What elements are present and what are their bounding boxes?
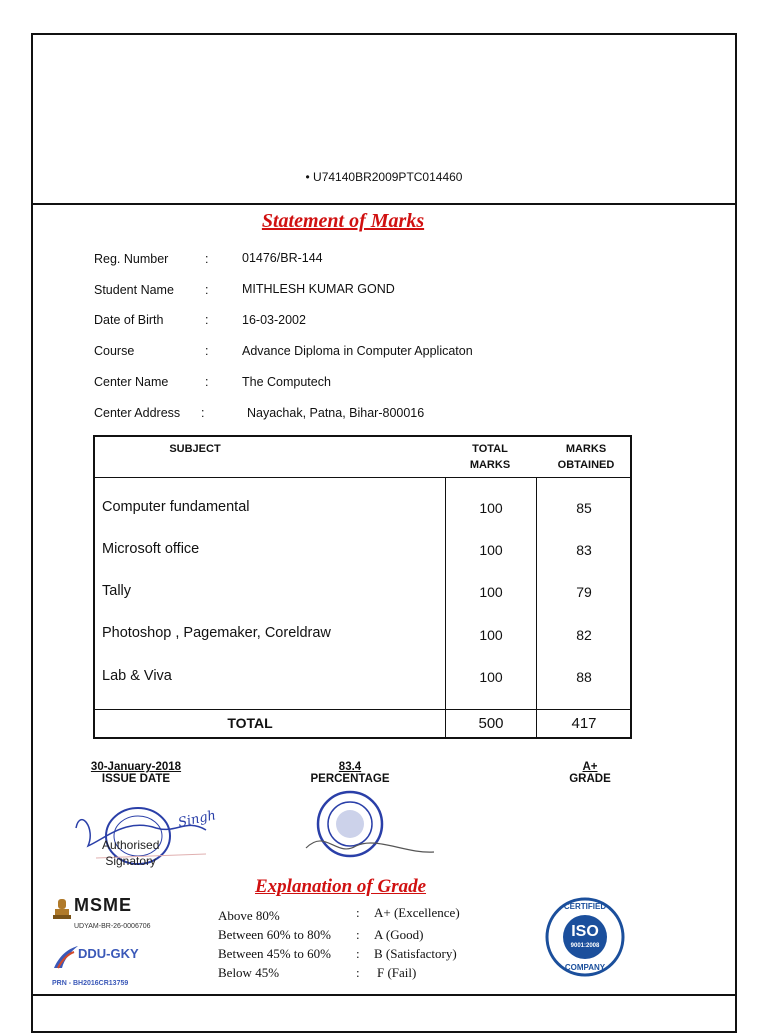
table-row-total: 100	[479, 669, 503, 685]
info-label-dob: Date of Birth	[94, 313, 164, 327]
issue-date-label: ISSUE DATE	[101, 773, 171, 785]
table-row-total: 100	[479, 500, 503, 516]
signature-caption	[102, 837, 159, 869]
ddu-gky-text: DDU-GKY	[78, 946, 139, 961]
info-colon: :	[205, 344, 209, 358]
registration-line: • U74140BR2009PTC014460	[305, 170, 463, 184]
info-value-address: Nayachak, Patna, Bihar-800016	[247, 406, 425, 420]
grade-colon: :	[356, 927, 360, 942]
table-header-rule	[95, 477, 630, 478]
grade-colon: :	[356, 905, 360, 920]
issue-date-value: 30-January-2018	[90, 761, 182, 773]
iso-mid-text: ISO	[571, 923, 599, 940]
percentage-block	[290, 761, 410, 785]
signature-scribble: Singh	[176, 808, 218, 831]
iso-bottom-text: COMPANY	[564, 963, 606, 972]
table-row-subject: Photoshop , Pagemaker, Coreldraw	[102, 625, 331, 641]
prn-number: PRN - BH2016CR13759	[52, 980, 129, 987]
info-label-reg: Reg. Number	[94, 252, 169, 266]
table-row-total: 100	[479, 542, 503, 558]
marks-table	[93, 435, 632, 739]
total-obtained: 417	[571, 715, 597, 732]
iso-badge	[545, 897, 625, 977]
table-row-subject: Tally	[102, 583, 132, 599]
table-row-total: 100	[479, 584, 503, 600]
iso-number: 9001:2008	[570, 943, 600, 949]
grade-meaning: A+ (Excellence)	[374, 905, 460, 920]
info-value-reg: 01476/BR-144	[242, 251, 323, 265]
info-colon: :	[201, 406, 205, 420]
info-colon: :	[205, 283, 209, 297]
table-row-subject: Lab & Viva	[102, 668, 172, 684]
header-divider	[31, 203, 737, 205]
info-colon: :	[205, 252, 209, 266]
grade-meaning: A (Good)	[374, 927, 424, 942]
table-row-obtained: 85	[576, 500, 592, 516]
header-subject: SUBJECT	[169, 443, 221, 455]
total-marks: 500	[478, 715, 504, 732]
table-row-obtained: 79	[576, 584, 592, 600]
info-colon: :	[205, 375, 209, 389]
header-total-line2: MARKS	[469, 459, 511, 471]
table-total-rule	[95, 709, 630, 710]
emblem-icon	[52, 897, 72, 927]
table-row-obtained: 83	[576, 542, 592, 558]
percentage-label: PERCENTAGE	[310, 773, 390, 785]
signature-line2: Signatory	[105, 854, 157, 868]
info-value-center: The Computech	[242, 375, 331, 389]
table-row-obtained: 82	[576, 627, 592, 643]
table-row-subject: Computer fundamental	[102, 499, 250, 515]
msme-logo	[52, 895, 152, 935]
table-row-obtained: 88	[576, 669, 592, 685]
header-total-marks	[450, 441, 530, 473]
table-row-subject: Microsoft office	[102, 541, 200, 557]
info-value-dob: 16-03-2002	[242, 313, 306, 327]
msme-udyam: UDYAM-BR-26-0006706	[74, 923, 151, 930]
header-obtained-line1: MARKS	[565, 443, 607, 455]
info-value-course: Advance Diploma in Computer Applicaton	[242, 344, 473, 358]
total-label: TOTAL	[227, 715, 273, 731]
info-colon: :	[205, 313, 209, 327]
grade-range: Between 45% to 60%	[218, 946, 332, 961]
info-label-course: Course	[94, 344, 135, 358]
info-value-name: MITHLESH KUMAR GOND	[242, 282, 395, 296]
signature-line1: Authorised	[102, 838, 160, 852]
iso-top-text: CERTIFIED	[563, 902, 607, 911]
info-label-address: Center Address	[94, 406, 181, 420]
info-label-name: Student Name	[94, 283, 174, 297]
table-column-rule	[536, 477, 537, 739]
header-obtained-line2: OBTAINED	[557, 459, 615, 471]
grade-block	[550, 761, 630, 785]
grade-range: Below 45%	[218, 965, 280, 980]
ddu-gky-swoosh-icon	[52, 944, 80, 970]
ddu-gky-logo	[52, 940, 162, 990]
grade-range: Above 80%	[218, 908, 280, 923]
grade-range: Between 60% to 80%	[218, 927, 332, 942]
grade-meaning: F (Fail)	[377, 965, 417, 980]
issue-date-block	[76, 761, 196, 785]
grade-colon: :	[356, 946, 360, 961]
grade-value: A+	[582, 761, 598, 773]
table-column-rule	[445, 477, 446, 739]
msme-text: MSME	[74, 895, 132, 915]
info-label-center: Center Name	[94, 375, 169, 389]
percentage-value: 83.4	[338, 761, 362, 773]
grade-colon: :	[356, 965, 360, 980]
header-marks-obtained	[541, 441, 631, 473]
center-stamp-icon	[286, 788, 436, 868]
grade-meaning: B (Satisfactory)	[374, 946, 457, 961]
footer-divider	[31, 994, 737, 996]
grade-label: GRADE	[569, 773, 611, 785]
explanation-title: Explanation of Grade	[255, 876, 427, 897]
page-title: Statement of Marks	[261, 210, 425, 232]
header-total-line1: TOTAL	[472, 443, 508, 455]
table-row-total: 100	[479, 627, 503, 643]
